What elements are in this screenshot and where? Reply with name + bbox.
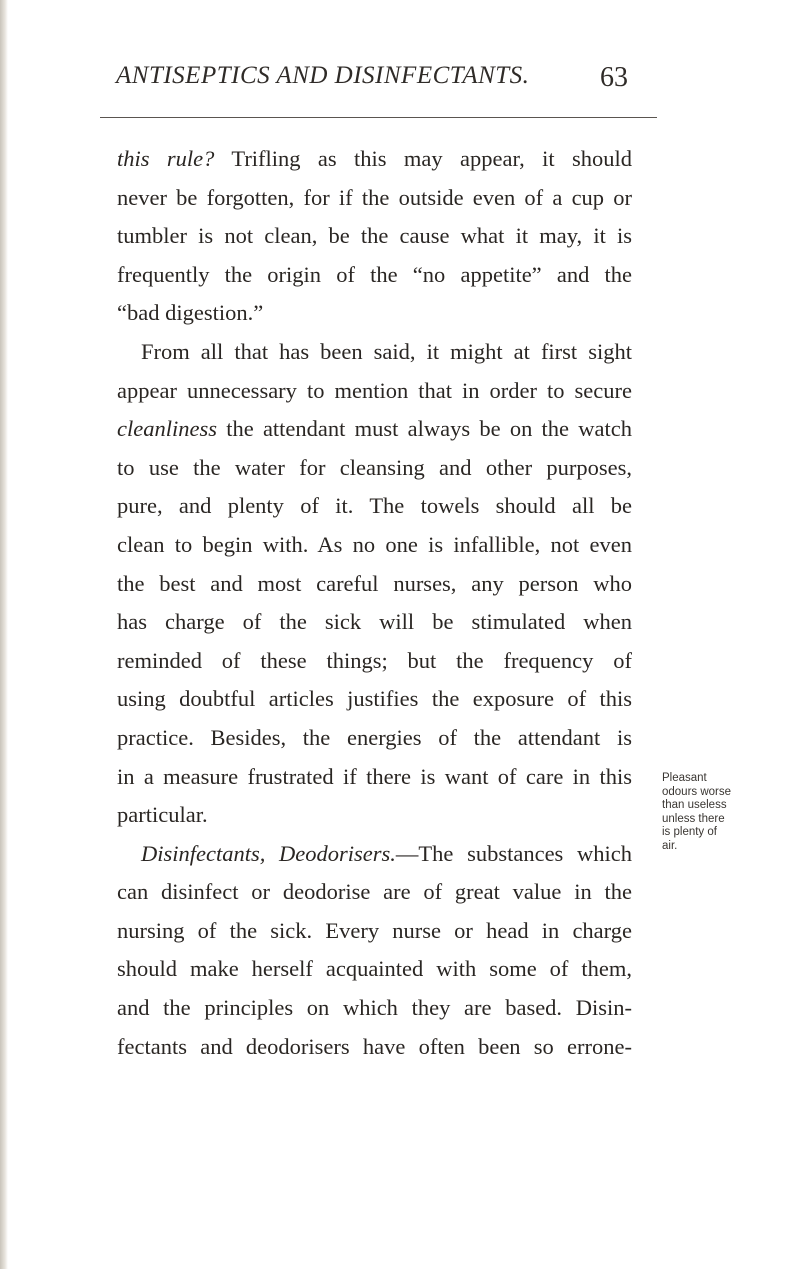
body-line xyxy=(117,449,632,488)
text-run: tumbler is not clean, be the cause what it may, it is xyxy=(117,223,632,249)
body-line xyxy=(117,758,632,797)
running-head xyxy=(100,62,660,102)
text-run: appear unnecessary to mention that in order to secure xyxy=(117,377,632,403)
margin-note-line: is plenty of xyxy=(662,826,717,839)
body-line xyxy=(117,835,632,874)
body-line xyxy=(117,333,632,372)
italic-phrase: this rule? xyxy=(117,146,215,171)
body-line xyxy=(117,603,632,642)
text-run: —The substances which xyxy=(395,840,632,866)
italic-phrase: Disinfectants, Deodorisers. xyxy=(141,840,396,866)
body-line xyxy=(117,256,632,295)
body-line xyxy=(117,989,632,1028)
body-line xyxy=(117,410,632,449)
body-line xyxy=(117,680,632,719)
body-line xyxy=(117,912,632,951)
body-line xyxy=(117,796,632,835)
body-line xyxy=(117,487,632,526)
text-run: fectants and deodorisers have often been so errone- xyxy=(117,1033,632,1059)
text-run: to use the water for cleansing and other purposes, xyxy=(117,454,632,480)
body-line xyxy=(117,179,632,218)
text-run: Trifling as this may appear, it should xyxy=(214,146,632,171)
text-run: the attendant must always be on the watch xyxy=(216,416,632,442)
text-run: clean to begin with. As no one is infallible, not even xyxy=(117,531,632,557)
body-line xyxy=(117,140,632,179)
margin-note-line: Pleasant xyxy=(662,772,707,784)
text-run: reminded of these things; but the frequency of xyxy=(117,647,632,673)
text-run: should make herself acquainted with some of them, xyxy=(117,956,632,982)
body-line xyxy=(117,1028,632,1067)
body-line xyxy=(117,719,632,758)
margin-note-line: odours worse xyxy=(662,785,732,798)
body-line xyxy=(117,217,632,256)
page-number: 63 xyxy=(600,62,628,93)
text-run: nursing of the sick. Every nurse or head in charge xyxy=(117,917,632,943)
body-line xyxy=(117,873,632,912)
header-rule xyxy=(100,117,657,118)
text-run: pure, and plenty of it. The towels should all be xyxy=(117,493,632,519)
text-run: “bad digestion.” xyxy=(117,300,264,326)
margin-note-line: air. xyxy=(662,839,678,852)
text-run: the best and most careful nurses, any person who xyxy=(117,570,632,596)
body-line xyxy=(117,526,632,565)
body-line xyxy=(117,372,632,411)
margin-note xyxy=(662,772,790,854)
body-text xyxy=(117,140,632,1066)
italic-phrase: cleanliness xyxy=(117,416,217,442)
text-run: particular. xyxy=(117,802,208,828)
text-run: and the principles on which they are based. Disin- xyxy=(117,995,632,1021)
text-run: in a measure frustrated if there is want of care in this xyxy=(117,763,632,789)
text-run: has charge of the sick will be stimulated when xyxy=(117,609,632,635)
text-run: practice. Besides, the energies of the attendant is xyxy=(117,724,632,750)
margin-note-line: unless there xyxy=(662,812,725,825)
text-run: can disinfect or deodorise are of great value in the xyxy=(117,879,632,905)
text-run: From all that has been said, it might at first sight xyxy=(141,338,632,364)
body-line xyxy=(117,565,632,604)
body-line xyxy=(117,294,632,333)
body-line xyxy=(117,950,632,989)
margin-note-line: than useless xyxy=(662,799,727,812)
text-run: using doubtful articles justifies the exposure of this xyxy=(117,686,632,712)
text-run: frequently the origin of the “no appetite” and the xyxy=(117,261,632,287)
body-line xyxy=(117,642,632,681)
text-run: never be forgotten, for if the outside even of a cup or xyxy=(117,184,632,210)
running-title: ANTISEPTICS AND DISINFECTANTS. xyxy=(116,62,530,89)
